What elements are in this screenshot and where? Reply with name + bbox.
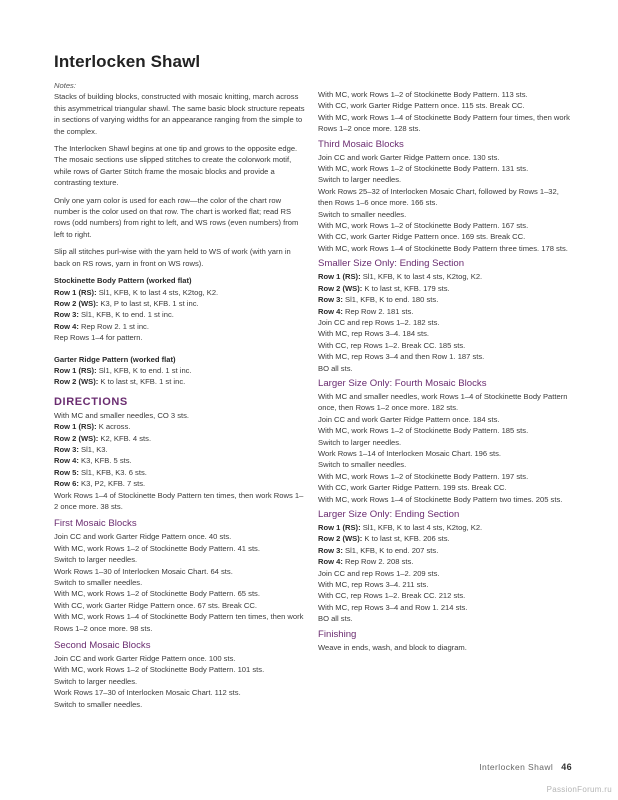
instruction-line: With CC, work Garter Ridge Pattern. 199 sts. Break CC.: [318, 483, 507, 493]
instruction-line: With CC, work Garter Ridge Pattern once. 115 sts. Break CC.: [318, 101, 525, 111]
row-label: Row 2 (WS):: [318, 283, 363, 293]
row-text: Sl1, KFB, K to last 4 sts, K2tog, K2.: [360, 272, 483, 282]
instruction-line: With MC, work Rows 1–2 of Stockinette Body Pattern. 41 sts.: [54, 543, 260, 553]
pattern-row: [318, 271, 574, 282]
pattern-row: [318, 294, 574, 305]
section-title: First Mosaic Blocks: [54, 518, 137, 530]
row-label: Row 1 (RS):: [54, 422, 97, 432]
instruction-line: With MC, work Rows 1–4 of Stockinette Body Pattern ten times, then work Rows 1–2 once more. 98 sts.: [54, 612, 304, 633]
larger-ending-section: [318, 509, 574, 625]
pattern-row: [318, 340, 574, 351]
third-mosaic-section: [318, 139, 574, 255]
instruction-line: Work Rows 1–30 of Interlocken Mosaic Chart. 64 sts.: [54, 566, 233, 576]
row-label: Row 4:: [318, 306, 343, 316]
row-label: Row 2 (WS):: [54, 298, 99, 308]
row-text: Work Rows 1–4 of Stockinette Body Pattern ten times, then work Rows 1–2 once more. 38 sts.: [54, 490, 304, 511]
instruction-line: Work Rows 1–14 of Interlocken Mosaic Chart. 196 sts.: [318, 448, 502, 458]
pattern-row: [54, 467, 306, 478]
row-text: With MC and smaller needles, CO 3 sts.: [54, 410, 190, 420]
row-label: Row 2 (WS):: [54, 377, 99, 387]
page-title: Interlocken Shawl: [54, 52, 201, 71]
row-text: K to last st, KFB. 206 sts.: [362, 534, 450, 544]
row-text: Rep Row 2. 1 st inc.: [78, 321, 149, 331]
smaller-ending-section: [318, 258, 574, 374]
row-label: Row 1 (RS):: [318, 523, 361, 532]
row-text: BO all sts.: [318, 363, 353, 373]
first-mosaic-section: [54, 518, 306, 634]
row-text: Sl1, KFB, K to end. 1 st inc.: [96, 365, 192, 375]
row-text: K to last st, KFB. 179 sts.: [362, 283, 450, 293]
row-text: Rep Row 2. 181 sts.: [342, 306, 414, 316]
pattern-row: [54, 376, 306, 387]
row-label: Row 3:: [54, 444, 79, 454]
pattern-row: [54, 455, 306, 466]
instruction-line: Join CC and work Garter Ridge Pattern once. 184 sts.: [318, 414, 500, 424]
pattern-row: [318, 522, 574, 533]
row-text: Sl1, KFB, K to last 4 sts, K2tog, K2.: [96, 287, 219, 297]
pattern-row: [54, 287, 306, 298]
second-mosaic-section: [54, 640, 306, 710]
row-label: Row 4:: [318, 557, 343, 567]
section-title: Second Mosaic Blocks: [54, 640, 151, 652]
page-number: 46: [561, 762, 572, 772]
pattern-row: [54, 332, 306, 343]
instruction-line: Switch to smaller needles.: [318, 209, 407, 219]
notes-label: Notes:: [54, 81, 76, 90]
row-text: With MC, rep Rows 3–4. 211 sts.: [318, 580, 429, 590]
row-label: Row 2 (WS):: [54, 433, 99, 443]
instruction-line: With MC, work Rows 1–2 of Stockinette Body Pattern. 113 sts.: [318, 90, 528, 99]
pattern-row: [318, 363, 574, 374]
instruction-line: With MC, work Rows 1–2 of Stockinette Body Pattern. 131 sts.: [318, 164, 529, 174]
right-column: [318, 89, 574, 653]
notes-section: [54, 91, 306, 269]
row-text: Sl1, KFB, K3. 6 sts.: [78, 467, 147, 477]
pattern-row: [54, 309, 306, 320]
pattern-row: [318, 317, 574, 328]
instruction-line: With MC and smaller needles, work Rows 1–4 of Stockinette Body Pattern once, then Rows 1–2 once more. 182 sts.: [318, 391, 568, 413]
row-label: Row 3:: [318, 545, 343, 555]
pattern-row: [54, 410, 306, 421]
pattern-row: [54, 321, 306, 332]
row-text: K across.: [96, 422, 131, 432]
notes-paragraph: Stacks of building blocks, constructed with mosaic knitting, march across this asymmetrical triangular shawl. The same basic block structure repeats in sections of varying widths for an appearance ranging from the simple to the complex.: [54, 92, 305, 136]
pattern-title: Stockinette Body Pattern (worked flat): [54, 276, 192, 286]
instruction-line: Switch to smaller needles.: [54, 699, 143, 709]
directions-heading: DIRECTIONS: [54, 395, 128, 408]
pattern-row: [54, 421, 306, 432]
row-label: Row 1 (RS):: [318, 272, 361, 282]
pattern-row: [318, 602, 574, 613]
pattern-row: [318, 579, 574, 590]
instruction-line: Switch to larger needles.: [54, 555, 138, 565]
instruction-line: With MC, work Rows 1–2 of Stockinette Body Pattern. 65 sts.: [54, 589, 260, 599]
row-text: K3, KFB. 5 sts.: [78, 456, 132, 466]
pattern-row: [54, 365, 306, 376]
instruction-line: With CC, work Garter Ridge Pattern once. 67 sts. Break CC.: [54, 600, 257, 610]
watermark: PassionForum.ru: [546, 785, 612, 794]
garter-pattern: [54, 354, 306, 388]
section-title: Larger Size Only: Fourth Mosaic Blocks: [318, 377, 487, 389]
instruction-line: Switch to larger needles.: [318, 437, 402, 447]
row-text: K3, P to last st, KFB. 1 st inc.: [98, 298, 199, 308]
pattern-row: [318, 328, 574, 339]
row-label: Row 1 (RS):: [54, 287, 97, 297]
instruction-line: Switch to smaller needles.: [318, 460, 407, 470]
footer-label: Interlocken Shawl: [479, 762, 554, 772]
row-text: Sl1, KFB, K to end. 1 st inc.: [78, 310, 174, 320]
pattern-row: [54, 433, 306, 444]
row-text: With CC, rep Rows 1–2. Break CC. 212 sts.: [318, 591, 466, 601]
row-label: Row 3:: [54, 310, 79, 320]
row-label: Row 2 (WS):: [318, 534, 363, 544]
finishing-section: [318, 629, 574, 653]
instruction-line: With MC, work Rows 1–2 of Stockinette Body Pattern. 185 sts.: [318, 426, 529, 436]
notes-paragraph: Slip all stitches purl-wise with the yarn held to WS of work (with yarn in back on RS rows, yarn in front on WS rows).: [54, 247, 291, 268]
row-text: With MC, rep Rows 3–4. 184 sts.: [318, 329, 429, 339]
pattern-row: [318, 283, 574, 294]
pattern-row: [318, 590, 574, 601]
row-label: Row 6:: [54, 479, 79, 489]
instruction-line: With MC, work Rows 1–2 of Stockinette Body Pattern. 197 sts.: [318, 471, 529, 481]
row-text: Sl1, KFB, K to end. 207 sts.: [342, 545, 439, 555]
instruction-line: Switch to larger needles.: [318, 175, 402, 185]
row-label: Row 4:: [54, 456, 79, 466]
instruction-line: Work Rows 17–30 of Interlocken Mosaic Chart. 112 sts.: [54, 688, 241, 698]
instruction-line: With MC, work Rows 1–2 of Stockinette Body Pattern. 101 sts.: [54, 665, 265, 675]
instruction-line: Work Rows 25–32 of Interlocken Mosaic Chart, followed by Rows 1–32, then Rows 1–6 once more. 166 sts.: [318, 186, 559, 208]
instruction-line: With MC, work Rows 1–4 of Stockinette Body Pattern three times. 178 sts.: [318, 243, 568, 253]
instruction-line: With CC, work Garter Ridge Pattern once. 169 sts. Break CC.: [318, 232, 526, 242]
second-mosaic-continued: [318, 89, 574, 135]
row-label: Row 4:: [54, 321, 79, 331]
pattern-row: [318, 306, 574, 317]
instruction-line: Weave in ends, wash, and block to diagram.: [318, 642, 467, 652]
left-column: [54, 80, 306, 710]
pattern-row: [54, 444, 306, 455]
pattern-title: Garter Ridge Pattern (worked flat): [54, 354, 176, 364]
section-title: Third Mosaic Blocks: [318, 138, 404, 150]
row-text: Rep Row 2. 208 sts.: [342, 557, 414, 567]
instruction-line: With MC, work Rows 1–4 of Stockinette Body Pattern four times, then work Rows 1–2 once more. 128 sts.: [318, 112, 570, 134]
row-label: Row 1 (RS):: [54, 365, 97, 375]
row-text: K to last st, KFB. 1 st inc.: [98, 377, 186, 387]
pattern-row: [318, 351, 574, 362]
row-text: K3, P2, KFB. 7 sts.: [78, 479, 146, 489]
directions-rows: [54, 410, 306, 513]
row-text: With MC, rep Rows 3–4 and then Row 1. 187 sts.: [318, 352, 485, 362]
notes-paragraph: The Interlocken Shawl begins at one tip and grows to the opposite edge. The mosaic sections use slipped stitches to create the colorwork motif, while rows of Garter Stitch frame the mosaic blocks and provide a contrasting texture.: [54, 144, 298, 188]
instruction-line: With MC, work Rows 1–4 of Stockinette Body Pattern two times. 205 sts.: [318, 494, 563, 504]
row-text: Join CC and rep Rows 1–2. 209 sts.: [318, 568, 440, 578]
pattern-row: [318, 556, 574, 567]
pattern-row: [318, 613, 574, 624]
row-text: With CC, rep Rows 1–2. Break CC. 185 sts.: [318, 340, 466, 350]
pattern-row: [54, 298, 306, 309]
row-label: Row 3:: [318, 295, 343, 305]
section-title: Smaller Size Only: Ending Section: [318, 258, 465, 270]
row-text: With MC, rep Rows 3–4 and Row 1. 214 sts.: [318, 602, 468, 612]
row-text: Sl1, KFB, K to last 4 sts, K2tog, K2.: [360, 523, 483, 532]
instruction-line: Join CC and work Garter Ridge Pattern once. 100 sts.: [54, 654, 236, 664]
instruction-line: Switch to larger needles.: [54, 676, 138, 686]
instruction-line: Join CC and work Garter Ridge Pattern once. 130 sts.: [318, 152, 500, 162]
pattern-row: [318, 568, 574, 579]
page-footer: [479, 762, 572, 772]
row-text: Sl1, KFB, K to end. 180 sts.: [342, 295, 439, 305]
pattern-row: [54, 490, 306, 513]
instruction-line: Switch to smaller needles.: [54, 578, 143, 588]
row-text: Rep Rows 1–4 for pattern.: [54, 333, 143, 343]
pattern-row: [54, 478, 306, 489]
row-text: K2, KFB. 4 sts.: [98, 433, 152, 443]
section-title: Finishing: [318, 628, 357, 640]
pattern-row: [318, 533, 574, 544]
instruction-line: With MC, work Rows 1–2 of Stockinette Body Pattern. 167 sts.: [318, 221, 529, 231]
section-title: Larger Size Only: Ending Section: [318, 509, 460, 520]
row-text: BO all sts.: [318, 614, 353, 624]
notes-paragraph: Only one yarn color is used for each row—the color of the chart row number is the color used on that row. The chart is worked flat; read RS rows (odd numbers) from right to left, and WS rows (even numbers) from left to right.: [54, 195, 299, 239]
row-label: Row 5:: [54, 467, 79, 477]
row-text: Sl1, K3.: [78, 444, 108, 454]
instruction-line: Join CC and work Garter Ridge Pattern once. 40 sts.: [54, 532, 232, 542]
row-text: Join CC and rep Rows 1–2. 182 sts.: [318, 317, 440, 327]
pattern-row: [318, 545, 574, 556]
stockinette-pattern: [54, 275, 306, 343]
larger-fourth-section: [318, 378, 574, 505]
